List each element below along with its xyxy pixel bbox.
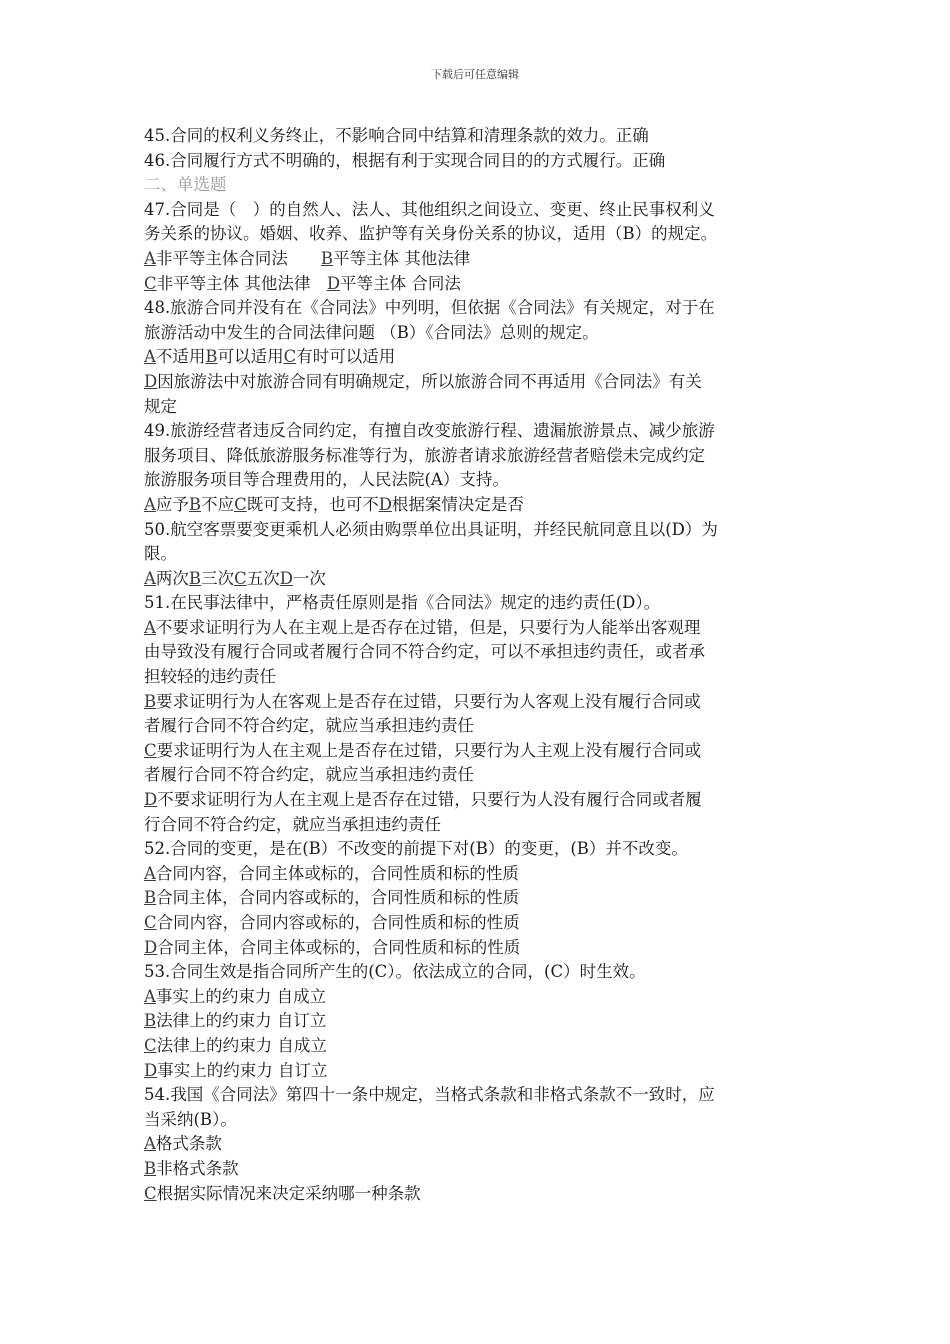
option-text: 法律上的约束力 自成立 bbox=[156, 1035, 327, 1055]
text-line: 47.合同是（ ）的自然人、法人、其他组织之间设立、变更、终止民事权利义 bbox=[144, 199, 715, 219]
option-letter: C bbox=[234, 568, 247, 588]
text-line: 者履行合同不符合约定，就应当承担违约责任 bbox=[144, 716, 474, 736]
option-line bbox=[144, 985, 804, 1010]
option-text: 合同内容，合同内容或标的，合同性质和标的性质 bbox=[156, 913, 520, 932]
option-letter: A bbox=[144, 863, 156, 883]
option-text: 要求证明行为人在客观上是否存在过错，只要行为人客观上没有履行合同或 bbox=[156, 691, 701, 711]
option-text: 平等主体 其他法律 bbox=[333, 248, 471, 268]
option-line bbox=[144, 936, 804, 961]
option-text: 事实上的约束力 自订立 bbox=[157, 1060, 328, 1080]
section-heading: 二、单选题 bbox=[144, 175, 227, 195]
option-text: 五次 bbox=[246, 568, 280, 588]
option-text: 平等主体 合同法 bbox=[340, 273, 461, 293]
option-text: 不要求证明行为人在主观上是否存在过错，但是，只要行为人能举出客观理 bbox=[155, 617, 701, 637]
option-letter: C bbox=[144, 740, 157, 760]
text-line: 服务项目、降低旅游服务标准等行为，旅游者请求旅游经营者赔偿未完成约定 bbox=[144, 445, 705, 465]
text-line: 规定 bbox=[144, 396, 177, 416]
option-line bbox=[144, 911, 804, 936]
option-text: 非格式条款 bbox=[156, 1158, 239, 1178]
option-text: 非平等主体 其他法律 bbox=[156, 273, 327, 293]
option-letter: A bbox=[144, 494, 156, 514]
option-text: 根据实际情况来决定采纳哪一种条款 bbox=[156, 1183, 421, 1203]
option-line bbox=[144, 1059, 804, 1084]
option-letter: C bbox=[144, 1183, 157, 1203]
option-letter: B bbox=[205, 347, 218, 367]
option-letter: B bbox=[320, 248, 334, 268]
option-text: 事实上的约束力 自成立 bbox=[155, 986, 327, 1006]
option-text: 不要求证明行为人在主观上是否存在过错，只要行为人没有履行合同或者履 bbox=[157, 790, 702, 810]
option-letter: D bbox=[144, 1060, 158, 1080]
option-letter: A bbox=[144, 568, 156, 588]
text-line: 45.合同的权利义务终止，不影响合同中结算和清理条款的效力。正确 bbox=[144, 126, 649, 145]
text-line: 者履行合同不符合约定，就应当承担违约责任 bbox=[144, 765, 474, 785]
option-line bbox=[144, 1009, 804, 1034]
option-line bbox=[144, 567, 804, 592]
text-line: 53.合同生效是指合同所产生的(C）。依法成立的合同，(C）时生效。 bbox=[144, 962, 646, 982]
option-text: 法律上的约束力 自订立 bbox=[156, 1011, 327, 1031]
option-text: 可以适用 bbox=[217, 347, 284, 367]
option-text: 有时可以适用 bbox=[296, 347, 396, 367]
text-line: 旅游服务项目等合理费用的，人民法院(A）支持。 bbox=[144, 470, 509, 490]
option-line bbox=[144, 1132, 804, 1157]
option-letter: B bbox=[144, 691, 157, 711]
text-line: 52.合同的变更，是在(B）不改变的前提下对(B）的变更，(B）并不改变。 bbox=[144, 839, 688, 859]
option-letter: B bbox=[188, 494, 202, 514]
option-letter: D bbox=[326, 273, 341, 293]
option-text: 因旅游法中对旅游合同有明确规定，所以旅游合同不再适用《合同法》有关 bbox=[157, 371, 702, 391]
option-letter: C bbox=[283, 347, 297, 367]
option-line bbox=[144, 247, 804, 272]
option-letter: D bbox=[144, 371, 158, 391]
option-line bbox=[144, 886, 804, 911]
option-text: 根据案情决定是否 bbox=[391, 494, 524, 514]
option-letter: B bbox=[188, 568, 202, 588]
text-line: 限。 bbox=[144, 544, 177, 564]
option-line bbox=[144, 788, 804, 813]
option-line bbox=[144, 862, 804, 887]
option-text: 合同主体，合同内容或标的，合同性质和标的性质 bbox=[156, 888, 520, 908]
option-letter: A bbox=[144, 248, 156, 268]
option-letter: C bbox=[144, 1035, 157, 1055]
option-text: 一次 bbox=[292, 568, 326, 588]
option-text: 不应 bbox=[201, 494, 235, 514]
page-header: 下载后可任意编辑 bbox=[431, 68, 519, 81]
option-letter: B bbox=[144, 1158, 157, 1178]
option-letter: C bbox=[144, 913, 157, 932]
option-letter: A bbox=[144, 986, 156, 1006]
text-line: 50.航空客票要变更乘机人必须由购票单位出具证明，并经民航同意且以(D）为 bbox=[144, 519, 718, 539]
option-line bbox=[144, 493, 804, 518]
option-letter: B bbox=[144, 1011, 157, 1031]
text-line: 旅游活动中发生的合同法律问题 （B）《合同法》总则的规定。 bbox=[144, 322, 599, 342]
option-letter: D bbox=[144, 937, 158, 957]
text-line: 51.在民事法律中，严格责任原则是指《合同法》规定的违约责任(D）。 bbox=[144, 593, 661, 613]
text-line: 49.旅游经营者违反合同约定，有擅自改变旅游行程、遗漏旅游景点、减少旅游 bbox=[144, 421, 715, 441]
option-text: 不适用 bbox=[155, 347, 206, 367]
option-line bbox=[144, 1157, 804, 1182]
option-line bbox=[144, 690, 804, 715]
option-line bbox=[144, 272, 804, 297]
text-line: 由导致没有履行合同或者履行合同不符合约定，可以不承担违约责任，或者承 bbox=[144, 642, 705, 662]
option-line bbox=[144, 1034, 804, 1059]
option-text: 格式条款 bbox=[155, 1134, 222, 1154]
option-letter: D bbox=[378, 494, 392, 514]
option-letter: A bbox=[144, 617, 156, 637]
option-letter: B bbox=[144, 888, 157, 908]
text-line: 46.合同履行方式不明确的，根据有利于实现合同目的的方式履行。正确 bbox=[144, 150, 666, 170]
text-line: 当采纳(B）。 bbox=[144, 1109, 237, 1129]
option-letter: A bbox=[144, 347, 156, 367]
option-text: 应予 bbox=[155, 494, 189, 514]
text-line: 54.我国《合同法》第四十一条中规定，当格式条款和非格式条款不一致时，应 bbox=[144, 1085, 715, 1105]
text-line: 48.旅游合同并没有在《合同法》中列明，但依据《合同法》有关规定，对于在 bbox=[144, 298, 715, 318]
option-text: 两次 bbox=[155, 568, 189, 588]
option-text: 要求证明行为人在主观上是否存在过错，只要行为人主观上没有履行合同或 bbox=[156, 740, 702, 760]
option-line bbox=[144, 739, 804, 764]
option-line bbox=[144, 345, 804, 370]
option-text: 非平等主体合同法 bbox=[155, 248, 321, 268]
option-letter: D bbox=[144, 790, 158, 810]
text-line: 担较轻的违约责任 bbox=[144, 667, 276, 687]
option-line bbox=[144, 370, 804, 395]
option-letter: D bbox=[279, 568, 293, 588]
option-line bbox=[144, 616, 804, 641]
option-text: 既可支持，也可不 bbox=[246, 494, 379, 514]
option-letter: C bbox=[144, 273, 157, 293]
option-line bbox=[144, 1182, 804, 1207]
option-text: 合同主体，合同主体或标的，合同性质和标的性质 bbox=[157, 937, 521, 957]
document-body bbox=[144, 124, 804, 1206]
option-text: 三次 bbox=[201, 568, 235, 588]
option-letter: C bbox=[234, 494, 247, 514]
option-text: 合同内容，合同主体或标的，合同性质和标的性质 bbox=[155, 863, 519, 883]
text-line: 行合同不符合约定，就应当承担违约责任 bbox=[144, 814, 441, 834]
option-letter: A bbox=[144, 1134, 156, 1154]
text-line: 务关系的协议。婚姻、收养、监护等有关身份关系的协议，适用（B）的规定。 bbox=[144, 224, 718, 244]
